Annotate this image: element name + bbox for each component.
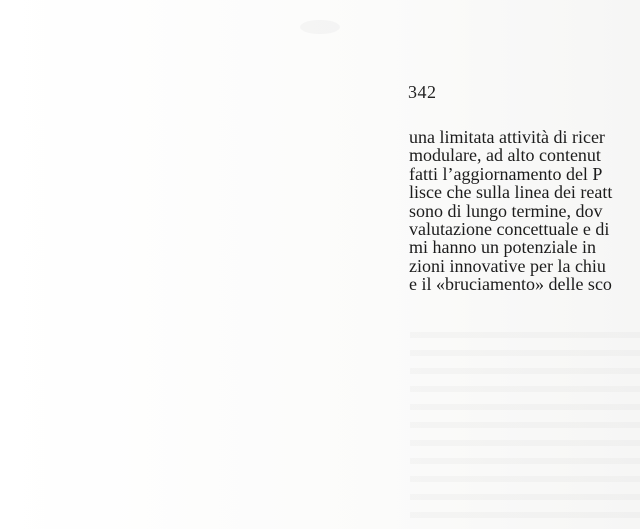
body-paragraph — [409, 128, 640, 294]
scan-smudge — [300, 20, 340, 34]
text-line: lisce che sulla linea dei reatt — [409, 182, 613, 203]
page-number: 342 — [408, 82, 437, 102]
text-line: sono di lungo termine, dov — [409, 200, 603, 221]
text-line: mi hanno un potenziale in — [409, 237, 596, 258]
text-line: zioni innovative per la chiu — [409, 255, 606, 276]
text-line: e il «bruciamento» delle sco — [409, 274, 612, 295]
bleed-through-text — [410, 320, 640, 520]
text-line: valutazione concettuale e di — [409, 218, 610, 239]
text-line: una limitata attività di ricer — [409, 127, 605, 147]
text-line: modulare, ad alto contenut — [409, 145, 601, 166]
text-line: fatti l’aggiornamento del P — [409, 163, 603, 184]
